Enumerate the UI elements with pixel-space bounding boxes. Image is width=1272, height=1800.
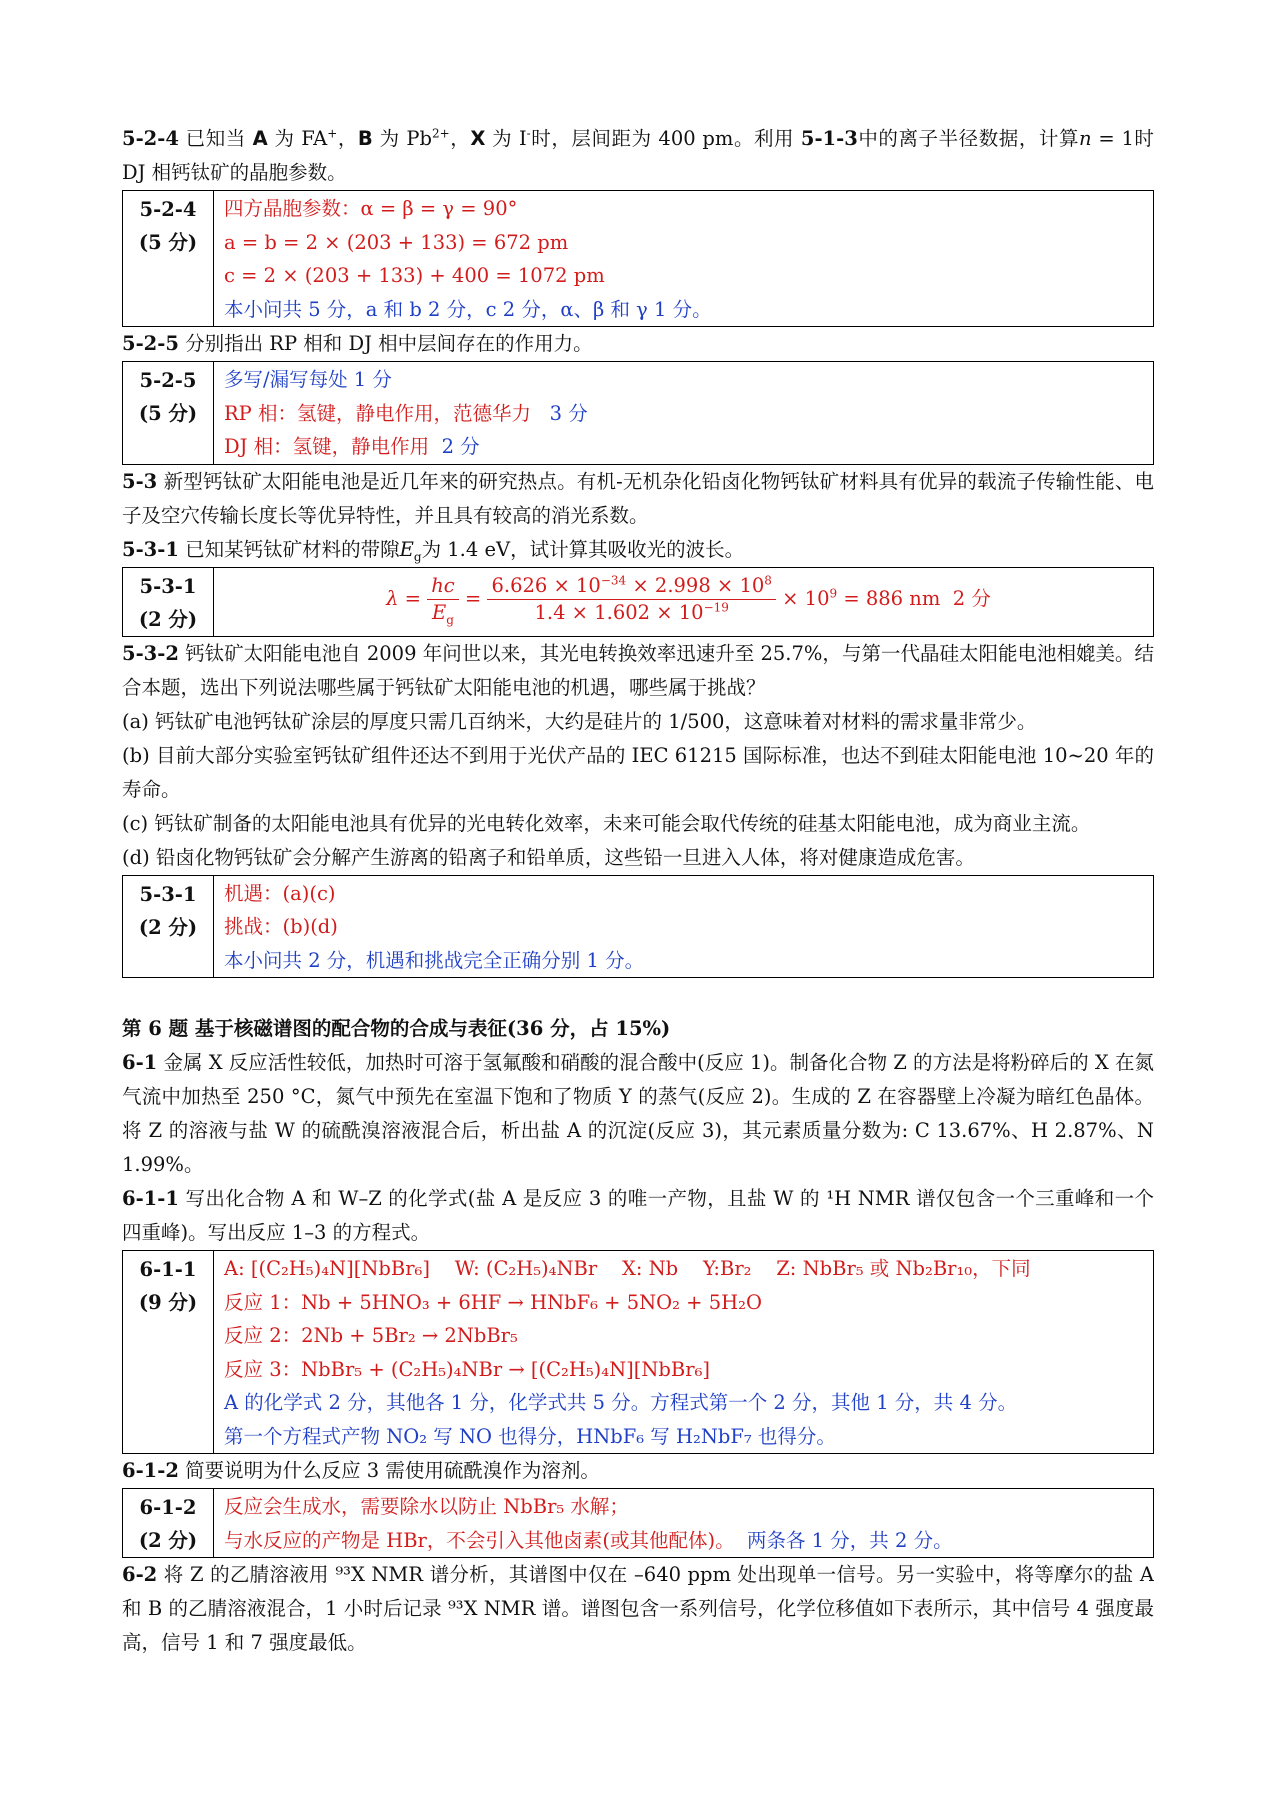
question-5-2-5: 5-2-5 分别指出 RP 相和 DJ 相中层间存在的作用力。	[122, 332, 593, 355]
question-5-3-2: 5-3-2 钙钛矿太阳能电池自 2009 年问世以来，其光电转换效率迅速升至 25.7%，与第一代晶硅太阳能电池相媲美。结合本题，选出下列说法哪些属于钙钛矿太阳能电池的机遇，哪些属于挑战？	[122, 641, 1154, 699]
section-gap	[122, 978, 1154, 1012]
answer-label: 6-1-2 (2 分)	[123, 1489, 214, 1557]
section-title-6: 第 6 题 基于核磁谱图的配合物的合成与表征(36 分，占 15%)	[122, 1017, 671, 1040]
question-6-2: 6-2 将 Z 的乙腈溶液用 ⁹³X NMR 谱分析，其谱图中仅在 –640 ppm 处出现单一信号。另一实验中，将等摩尔的盐 A 和 B 的乙腈溶液混合，1 小时后记录 ⁹³X NMR 谱。谱图包含一系列信号，化学位移值如下表所示，其中信号 4 强度最高，信号 1 和 7 强度最低。	[122, 1563, 1154, 1654]
answer-label: 5-2-5 (5 分)	[123, 362, 214, 464]
answer-content: 机遇：(a)(c) 挑战：(b)(d) 本小问共 2 分，机遇和挑战完全正确分别 1 分。	[224, 881, 645, 972]
answer-box-5-3-2	[122, 875, 1154, 979]
wavelength-formula: λ = $\frac{hc}{E_g}$ = $\frac{6.626 \times 10^{-34} \times 2.998 \times 10^8}{1.4 \times 1.602 \times 10^{-19}}$ × $10^9 = 886$ nm 2 分	[386, 573, 991, 627]
question-5-3: 5-3 新型钙钛矿太阳能电池是近几年来的研究热点。有机-无机杂化铅卤化物钙钛矿材料具有优异的载流子传输性能、电子及空穴传输长度长等优异特性，并且具有较高的消光系数。	[122, 469, 1154, 527]
answer-content: 反应会生成水，需要除水以防止 NbBr₅ 水解； 与水反应的产物是 HBr，不会引入其他卤素(或其他配体)。 两条各 1 分，共 2 分。	[224, 1495, 953, 1552]
answer-content	[214, 568, 1153, 631]
answer-box-5-2-5	[122, 361, 1154, 465]
answer-box-5-2-4	[122, 190, 1154, 327]
answer-content: 四方晶胞参数：α = β = γ = 90° a = b = 2 × (203 + 133) = 672 pm c = 2 × (203 + 133) + 400 = 1072 pm 本小问共 5 分，a 和 b 2 分，c 2 分，α、β 和 γ 1 分。	[224, 197, 712, 321]
question-6-1-1: 6-1-1 写出化合物 A 和 W–Z 的化学式(盐 A 是反应 3 的唯一产物，且盐 W 的 ¹H NMR 谱仅包含一个三重峰和一个四重峰)。写出反应 1–3 的方程式。	[122, 1187, 1154, 1244]
answer-label: 5-3-1 (2 分)	[123, 876, 214, 978]
option-b: (b) 目前大部分实验室钙钛矿组件还达不到用于光伏产品的 IEC 61215 国际标准，也达不到硅太阳能电池 10~20 年的寿命。	[122, 743, 1154, 801]
fraction-numeric: $\frac{6.626 \times 10^{-34} \times 2.998 \times 10^8}{1.4 \times 1.602 \times 10^{-19}}$	[487, 573, 775, 626]
answer-content: 多写/漏写每处 1 分 RP 相：氢键，静电作用，范德华力 3 分 DJ 相：氢键，静电作用 2 分	[224, 368, 588, 458]
answer-box-6-1-1	[122, 1250, 1154, 1454]
answer-content: A: [(C₂H₅)₄N][NbBr₆] W: (C₂H₅)₄NBr X: Nb Y:Br₂ Z: NbBr₅ 或 Nb₂Br₁₀，下同 反应 1：Nb + 5HNO₃ + 6HF → HNbF₆ + 5NO₂ + 5H₂O 反应 2：2Nb + 5Br₂ → 2NbBr₅ 反应 3：NbBr₅ + (C₂H₅)₄NBr → [(C₂H₅)₄N][NbBr₆] A 的化学式 2 分，其他各 1 分，化学式共 5 分。方程式第一个 2 分，其他 1 分，共 4 分。 第一个方程式产物 NO₂ 写 NO 也得分，HNbF₆ 写 H₂NbF₇ 也得分。	[224, 1257, 1031, 1448]
answer-box-5-3-1	[122, 567, 1154, 637]
option-d: (d) 铅卤化物钙钛矿会分解产生游离的铅离子和铅单质，这些铅一旦进入人体，将对健康造成危害。	[122, 845, 975, 869]
answer-label: 6-1-1 (9 分)	[123, 1251, 214, 1453]
answer-label: 5-2-4 (5 分)	[123, 191, 214, 326]
answer-label: 5-3-1 (2 分)	[123, 568, 214, 636]
option-a: (a) 钙钛矿电池钙钛矿涂层的厚度只需几百纳米，大约是硅片的 1/500，这意味着对材料的需求量非常少。	[122, 709, 1037, 733]
question-6-1-2: 6-1-2 简要说明为什么反应 3 需使用硫酰溴作为溶剂。	[122, 1459, 600, 1482]
exam-page	[122, 122, 1154, 1660]
question-5-3-1: 5-3-1 已知某钙钛矿材料的带隙$E_g$为 1.4 eV，试计算其吸收光的波长。	[122, 537, 745, 564]
question-5-2-4: 5-2-4 已知当 A 为 FA+，B 为 $Pb^{2+}$，X 为 I-时，层间距为 400 pm。利用 5-1-3中的离子半径数据，计算n = 1时 DJ 相钙钛矿的晶胞参数。	[122, 126, 1154, 184]
option-c: (c) 钙钛矿制备的太阳能电池具有优异的光电转化效率，未来可能会取代传统的硅基太阳能电池，成为商业主流。	[122, 811, 1091, 835]
fraction-hc-eg: $\frac{hc}{E_g}$	[427, 573, 458, 626]
answer-box-6-1-2	[122, 1488, 1154, 1558]
question-6-1: 6-1 金属 X 反应活性较低，加热时可溶于氢氟酸和硝酸的混合酸中(反应 1)。制备化合物 Z 的方法是将粉碎后的 X 在氮气流中加热至 250 °C，氮气中预先在室温下饱和了物质 Y 的蒸气(反应 2)。生成的 Z 在容器壁上冷凝为暗红色晶体。将 Z 的溶液与盐 W 的硫酰溴溶液混合后，析出盐 A 的沉淀(反应 3)，其元素质量分数为: C 13.67%、H 2.87%、N 1.99%。	[122, 1051, 1154, 1176]
